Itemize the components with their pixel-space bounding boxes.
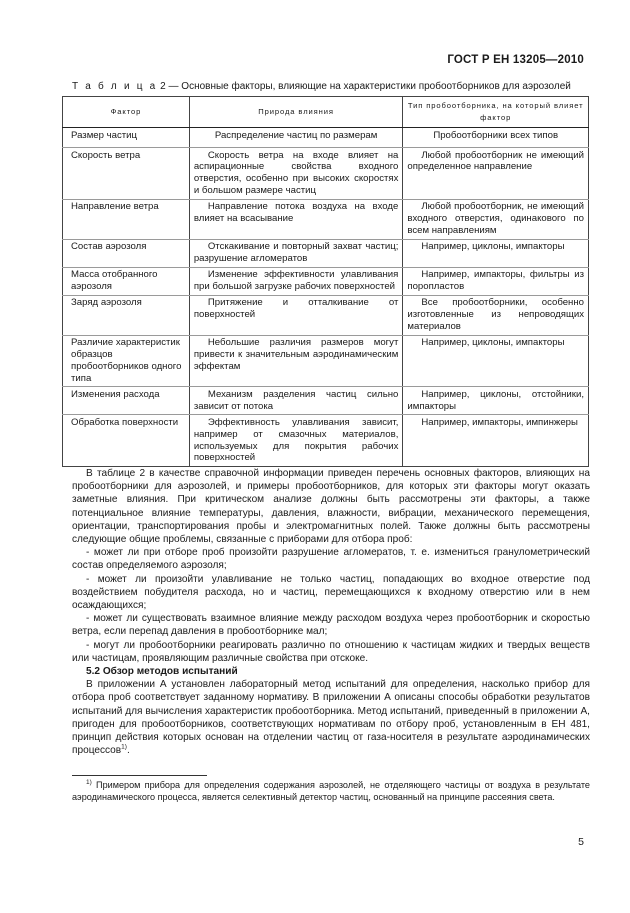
body-text bbox=[72, 467, 590, 757]
factor-cell: Различие характеристик образцов пробоотборников одного типа bbox=[63, 335, 190, 387]
table-row bbox=[63, 267, 589, 295]
nature-cell: Эффективность улавливания зависит, например от смазочных материалов, используемых для покрытия рабочих поверхностей bbox=[189, 415, 403, 467]
factor-cell: Состав аэрозоля bbox=[63, 239, 190, 267]
table-row bbox=[63, 148, 589, 200]
table-row bbox=[63, 415, 589, 467]
footnote-reference: 1) bbox=[121, 743, 127, 751]
sampler-type-cell: Например, циклоны, импакторы bbox=[403, 335, 589, 387]
factors-table bbox=[62, 96, 589, 467]
footnote-separator bbox=[72, 775, 207, 776]
sampler-type-cell: Например, циклоны, импакторы bbox=[403, 239, 589, 267]
table-header-row bbox=[63, 97, 589, 128]
nature-cell: Притяжение и отталкивание от поверхностей bbox=[189, 295, 403, 335]
nature-cell: Небольшие различия размеров могут привести к значительным аэродинамическим эффектам bbox=[189, 335, 403, 387]
problem-item-4: - могут ли пробоотборники реагировать различно по отношению к частицам жидких и твердых веществ или частицам, проявляющим различные свойства при отскоке. bbox=[72, 639, 590, 664]
table-row bbox=[63, 387, 589, 415]
footnote bbox=[72, 779, 590, 803]
factor-cell: Изменения расхода bbox=[63, 387, 190, 415]
sampler-type-cell: Например, циклоны, отстойники, импакторы bbox=[403, 387, 589, 415]
problem-item-3: - может ли существовать взаимное влияние между расходом воздуха через пробоотборник и скоростью ветра, если перепад давления в пробоотборнике мал; bbox=[72, 613, 590, 638]
factor-cell: Размер частиц bbox=[63, 128, 190, 148]
factor-cell: Направление ветра bbox=[63, 199, 190, 239]
sampler-type-cell: Любой пробоотборник не имеющий определенное направление bbox=[403, 148, 589, 200]
header-factor: Фактор bbox=[63, 97, 190, 128]
factor-cell: Обработка поверхности bbox=[63, 415, 190, 467]
nature-cell: Скорость ветра на входе влияет на аспирационные свойства входного отверстия, особенно при высоких скоростях и большом размере частиц bbox=[189, 148, 403, 200]
sampler-type-cell: Например, импакторы, импинжеры bbox=[403, 415, 589, 467]
table-row bbox=[63, 295, 589, 335]
sampler-type-cell: Пробоотборники всех типов bbox=[403, 128, 589, 148]
sampler-type-cell: Все пробоотборники, особенно изготовленные из непроводящих материалов bbox=[403, 295, 589, 335]
header-nature: Природа влияния bbox=[189, 97, 403, 128]
factor-cell: Скорость ветра bbox=[63, 148, 190, 200]
problem-item-1: - может ли при отборе проб произойти разрушение агломератов, т. е. измениться гранулометрический состав определяемого аэрозоля; bbox=[72, 547, 590, 572]
nature-cell: Распределение частиц по размерам bbox=[189, 128, 403, 148]
sampler-type-cell: Например, импакторы, фильтры из поропластов bbox=[403, 267, 589, 295]
factor-cell: Масса отобранного аэрозоля bbox=[63, 267, 190, 295]
factor-cell: Заряд аэрозоля bbox=[63, 295, 190, 335]
methods-paragraph-text: В приложении А установлен лабораторный метод испытаний для определения, насколько прибор для отбора проб соответствует заданному нормативу. В приложении А описаны способы обработки результатов испытаний для вычисления характеристик пробоотборника. Метод испытаний, приведенный в приложении А, пригоден для пробоотборников, соответствующих нормативам по отбору проб, установленным в ЕН 481, принцип действия которых основан на отделении частиц от газа-носителя в результате аэродинамических процессов bbox=[72, 679, 590, 757]
footnote-text: Примером прибора для определения содержания аэрозолей, не отделяющего частицы от воздуха в результате аэродинамического процесса, является селективный детектор частиц, основанный на принципе рассеяния света. bbox=[72, 780, 590, 803]
table-row bbox=[63, 199, 589, 239]
page-number: 5 bbox=[578, 836, 584, 848]
methods-paragraph: В приложении А установлен лабораторный метод испытаний для определения, насколько прибор для отбора проб соответствует заданному нормативу. В приложении А описаны способы обработки результатов испытаний для вычисления характеристик пробоотборника. Метод испытаний, приведенный в приложении А, пригоден для пробоотборников, соответствующих нормативам по отбору проб, установленным в ЕН 481, принцип действия которых основан на отделении частиц от газа-носителя в результате аэродинамических процессов$^{1)}$. bbox=[72, 679, 590, 757]
header-sampler-type: Тип пробоотборника, на который влияет фактор bbox=[403, 97, 589, 128]
document-header: ГОСТ Р ЕН 13205—2010 bbox=[447, 54, 584, 66]
table-caption-text: 2 — Основные факторы, влияющие на характеристики пробоотборников для аэрозолей bbox=[157, 81, 571, 92]
table-caption-label: Т а б л и ц а bbox=[72, 81, 158, 92]
section-heading: 5.2 Обзор методов испытаний bbox=[86, 666, 238, 678]
table-row bbox=[63, 335, 589, 387]
nature-cell: Отскакивание и повторный захват частиц; разрушение агломератов bbox=[189, 239, 403, 267]
problem-item-2: - может ли произойти улавливание не только частиц, попадающих во входное отверстие под воздействием побудителя расхода, но и частиц, перемещающихся к входному отверстию или в нем осаждающихся; bbox=[72, 573, 590, 612]
nature-cell: Механизм разделения частиц сильно зависит от потока bbox=[189, 387, 403, 415]
sampler-type-cell: Любой пробоотборник, не имеющий входного отверстия, одинакового по всем направлениям bbox=[403, 199, 589, 239]
footnote-mark: 1) bbox=[86, 778, 92, 786]
table-caption bbox=[72, 81, 612, 93]
nature-cell: Направление потока воздуха на входе влияет на всасывание bbox=[189, 199, 403, 239]
table-row bbox=[63, 128, 589, 148]
intro-paragraph: В таблице 2 в качестве справочной информации приведен перечень основных факторов, влияющих на пробоотборники для аэрозолей, и примеры пробоотборников, для которых эти факторы могут оказать заметные влияния. При критическом анализе должны быть рассмотрены эти факторы, а также потенциальное влияние температуры, давления, влажности, вибрации, механического перемещения, ориентации, транспортирования пробы и электромагнитных полей. Также должны быть рассмотрены следующие общие проблемы, связанные с приборами для отбора проб: bbox=[72, 468, 590, 546]
nature-cell: Изменение эффективности улавливания при большой загрузке рабочих поверхностей bbox=[189, 267, 403, 295]
table-row bbox=[63, 239, 589, 267]
